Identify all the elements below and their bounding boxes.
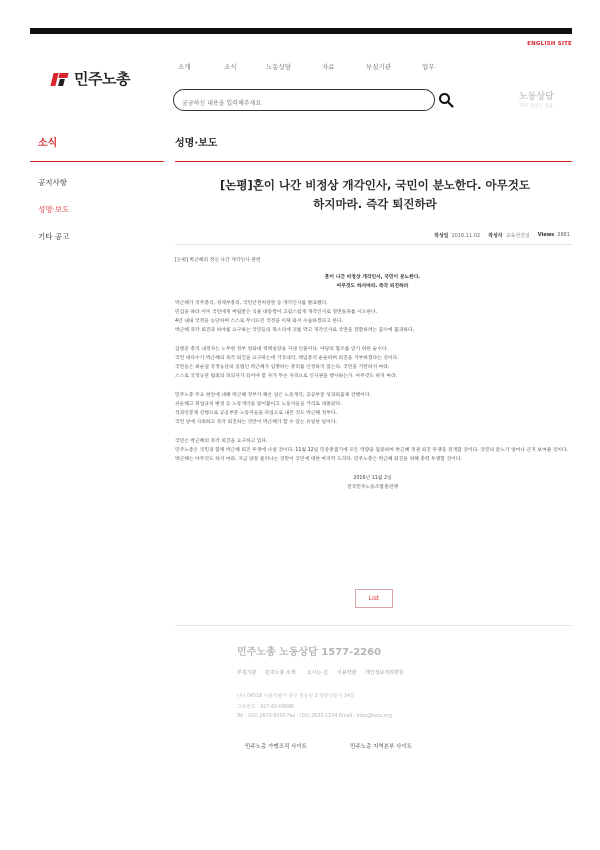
body-line: 민주노총 주요 현안에 대해 박근혜 정부가 해온 일은 노동개악, 공공부문 성과퇴출제 강행이다. — [175, 393, 371, 398]
title-divider — [175, 161, 572, 162]
consult-subtitle: 무료 온라인 상담 — [519, 104, 554, 109]
sidebar-item-statements[interactable]: 성명·보도 — [38, 205, 70, 214]
body-line: 박근혜가 국무총리, 경제부총리, 국민안전처장관 등 개각인사를 발표했다. — [175, 301, 328, 306]
search-icon[interactable] — [438, 92, 454, 108]
body-intro: [논평] 박근혜의 정신 나간 개각인사 관련 — [175, 258, 261, 263]
nav-item-affiliates[interactable]: 부설기관 — [366, 63, 392, 71]
body-line: 성과연봉제 강행으로 공공부문 노동자들을 파업으로 내몬 것도 박근혜 정부다. — [175, 411, 338, 416]
list-button[interactable]: List — [355, 589, 393, 608]
body-line: 김병준 총리 내정자는 노무현 정부 청와대 정책실장을 지낸 인물이다. 야당의 협조를 얻기 위한 술수다. — [175, 347, 388, 352]
top-bar — [30, 28, 572, 34]
search-box — [173, 89, 435, 111]
footer-business-number: 고유번호 : 107-82-09086 — [237, 705, 295, 710]
nav-item-archive[interactable]: 자료 — [322, 63, 335, 71]
post-title — [180, 176, 570, 214]
post-body — [175, 256, 570, 492]
body-headline-2: 아무것도 하지마라. 즉각 퇴진하라 — [336, 284, 409, 289]
body-headline-1: 혼이 나간 비정상 개각인사, 국민이 분노한다. — [324, 275, 421, 280]
post-title-line1: [논평]혼이 나간 비정상 개각인사, 국민이 분노한다. 아무것도 — [220, 178, 530, 192]
english-site-link[interactable]: ENGLISH SITE — [527, 41, 572, 47]
footer-link-about[interactable]: 민주노총 소개 — [265, 670, 296, 676]
consult-link[interactable] — [519, 89, 554, 109]
footer-link-directions[interactable]: 오시는 길 — [307, 670, 328, 676]
search-input[interactable] — [174, 94, 414, 114]
body-line: 국민 앞에 사죄하고 즉각 퇴진하는 것만이 박근혜가 할 수 있는 유일한 일이다. — [175, 420, 337, 425]
nav-item-consult[interactable]: 노동상담 — [266, 63, 292, 71]
post-views: Views 3881 — [537, 232, 570, 238]
sidebar-item-other-notices[interactable]: 기타 공고 — [38, 232, 70, 241]
body-line: 민심을 따라 이미 국민에게 버림받은 식물 대통령이 고집스럽게 개각인사로 정면돌파를 시도한다. — [175, 310, 378, 315]
page-title: 성명·보도 — [175, 138, 218, 149]
site-logo[interactable] — [50, 68, 130, 89]
meta-divider — [175, 244, 572, 245]
body-line: 쉬운해고 취업규칙 변경 등 노동개악을 밀어붙이고 노동자들을 거리로 내몰았다. — [175, 402, 342, 407]
body-line: 민주노총은 국민과 함께 박근혜 퇴진 투쟁에 나설 것이다. 11월 12일 민중총궐기에 모든 역량을 집중하여 박근혜 정권 퇴진 투쟁을 전개할 것이다. 국민의 분노가 얼마나 큰지 보여줄 것이다. — [175, 448, 569, 453]
body-line: 국민 대다수가 박근혜의 즉각 퇴진을 요구하는데 거국내각, 책임총리 운운하며 퇴진을 거부하겠다는 것이다. — [175, 356, 399, 361]
body-line: 박근혜는 아무것도 하지 마라. 지금 당장 물러나는 것만이 국민에 대한 마지막 도리다. 민주노총은 박근혜 퇴진을 위해 총력 투쟁할 것이다. — [175, 457, 462, 462]
post-date: 작성일 2016.11.02 — [433, 233, 481, 239]
logo-text: 민주노총 — [74, 70, 130, 88]
body-line: 국민들은 최순실 국정농단의 공범인 박근혜가 임명하는 총리를 인정하지 않는다. 국민을 기만하지 마라. — [175, 365, 390, 370]
footer-link-affiliates[interactable]: 부설기관 — [237, 670, 257, 676]
sidebar-divider — [30, 161, 164, 162]
regional-sites-link[interactable]: 민주노총 지역본부 사이트 — [350, 744, 412, 750]
nav-item-about[interactable]: 소개 — [178, 63, 191, 71]
consult-title: 노동상담 — [519, 92, 554, 102]
footer-address: (우) 04518 서울특별시 중구 정동길 3 경향신문사 14층 — [237, 694, 355, 699]
body-line: 4년 내내 국정을 농단하며 스스로 무너뜨린 국정을 이제 와서 수습하겠다고 한다. — [175, 319, 344, 324]
body-line: 국민은 박근혜의 즉각 퇴진을 요구하고 있다. — [175, 439, 268, 444]
member-org-sites-link[interactable]: 민주노총 가맹조직 사이트 — [245, 744, 307, 750]
nav-item-work[interactable]: 업무 — [422, 63, 435, 71]
sidebar-item-notices[interactable]: 공지사항 — [38, 178, 67, 187]
nav-item-news[interactable]: 소식 — [224, 63, 237, 71]
main-nav — [178, 62, 452, 71]
footer-consult-phone: 민주노총 노동상담 1577-2260 — [237, 647, 382, 658]
footer-contact: Tel : (02) 2670-9100 Fax : (02) 2635-1134 Email : kctu@kctu.org — [237, 714, 392, 719]
body-line: 박근혜 즉각 퇴진과 하야를 요구하는 국민들의 목소리에 귀를 막고 개각인사로 국면을 전환하려는 꼼수에 불과하다. — [175, 328, 415, 333]
sign-org: 전국민주노동조합총연맹 — [347, 485, 398, 490]
footer-link-privacy[interactable]: 개인정보처리방침 — [365, 670, 404, 676]
footer-divider — [175, 625, 572, 626]
sign-date: 2016년 11월 2일 — [353, 476, 392, 481]
kctu-logo-icon — [50, 71, 70, 87]
body-line: 스스로 국정농단 범죄의 피의자가 되어야 할 자가 무슨 자격으로 인사권을 행사하는가. 아무것도 하지 마라. — [175, 374, 398, 379]
post-title-line2: 하지마라. 즉각 퇴진하라 — [313, 197, 437, 211]
footer-links — [237, 669, 425, 676]
post-author: 작성자 교육선전실 — [488, 233, 530, 239]
sidebar-title: 소식 — [38, 138, 58, 149]
footer-link-terms[interactable]: 이용약관 — [337, 670, 357, 676]
post-meta — [434, 232, 570, 239]
